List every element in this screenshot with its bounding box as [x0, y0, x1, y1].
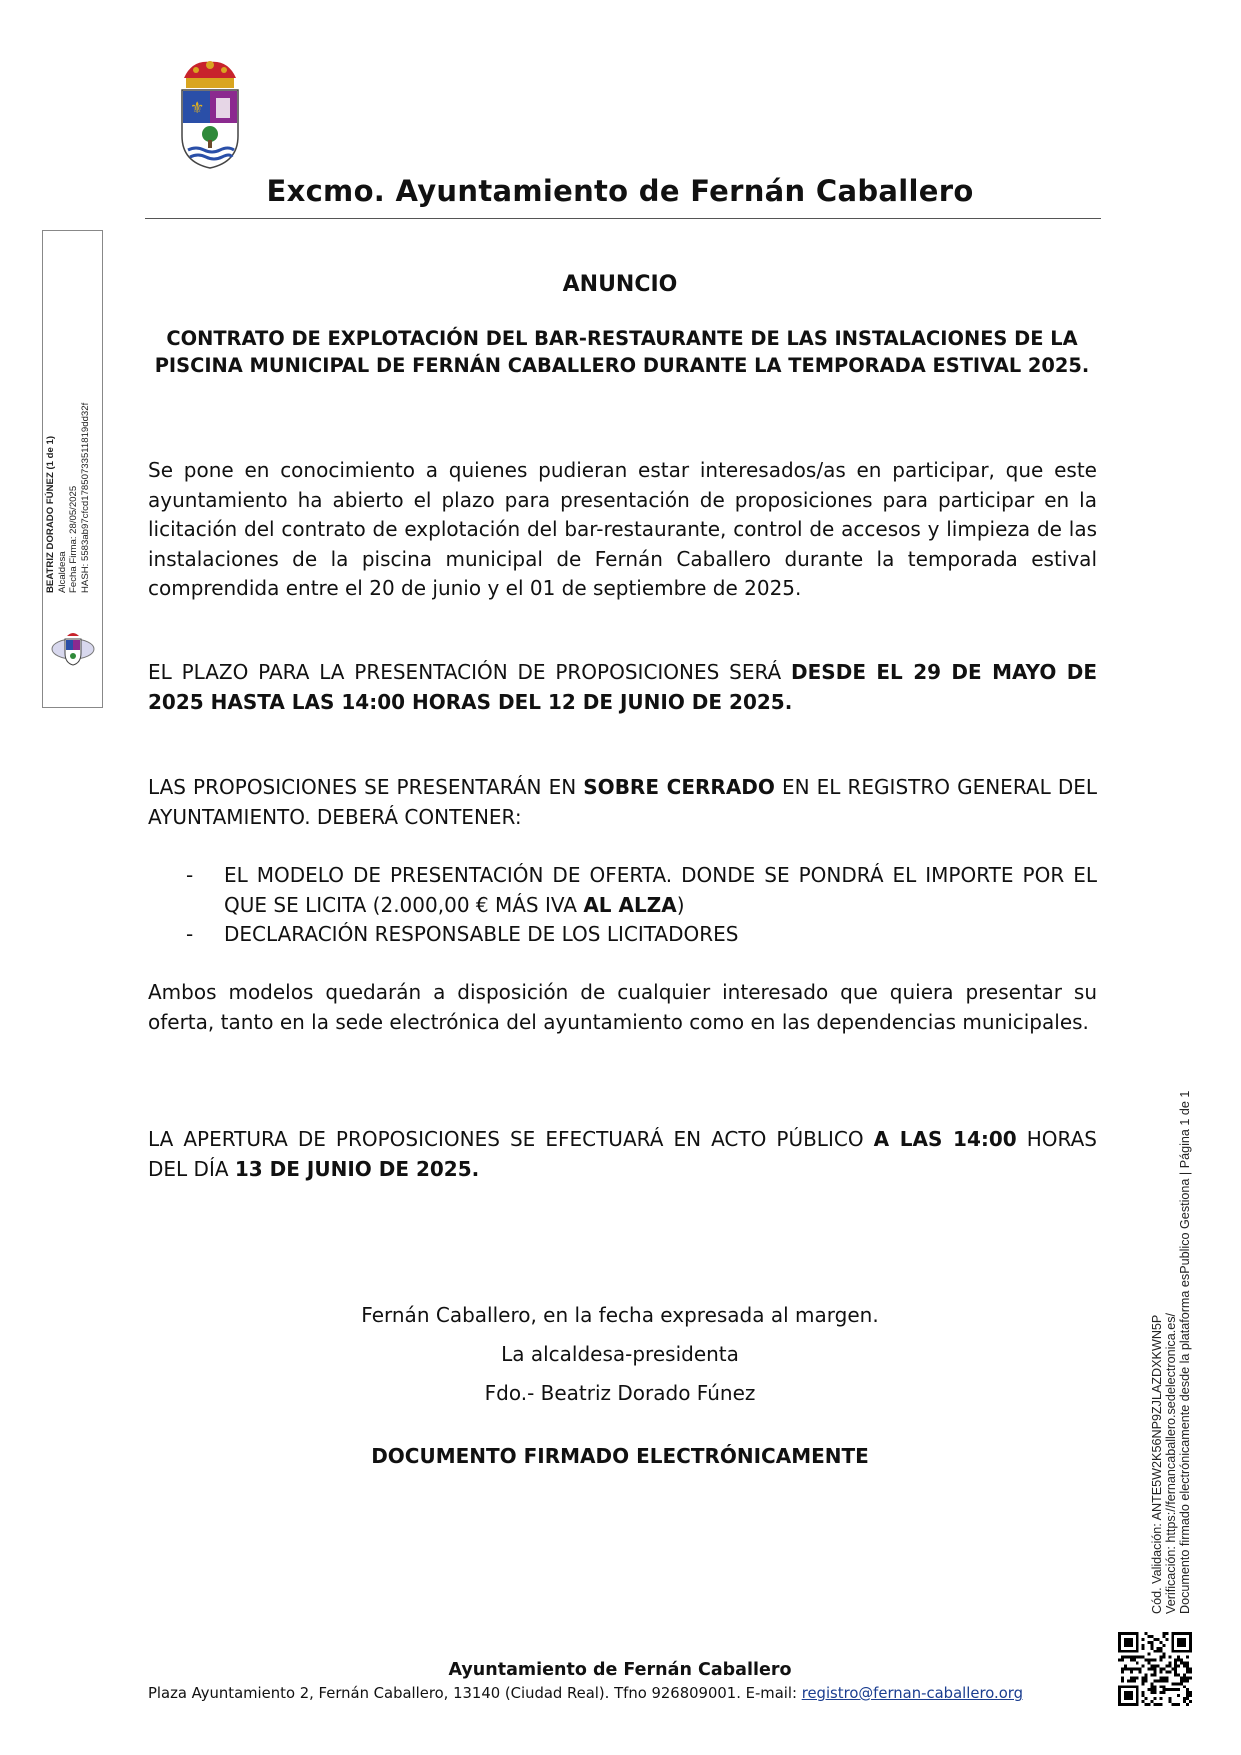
list-item-1-close: )	[676, 892, 685, 917]
footer-email-link[interactable]: registro@fernan-caballero.org	[801, 1685, 1023, 1702]
deadline-text: EL PLAZO PARA LA PRESENTACIÓN DE PROPOSICIONES SERÁ	[148, 660, 792, 684]
svg-text:⚜: ⚜	[190, 98, 205, 117]
document-subtitle: CONTRATO DE EXPLOTACIÓN DEL BAR-RESTAURANTE DE LAS INSTALACIONES DE LA PISCINA MUNICIPAL DE FERNÁN CABALLERO DURANTE LA TEMPORADA ESTIVAL 2025.	[154, 327, 1090, 377]
opening-time: A LAS 14:00	[873, 1127, 1017, 1151]
signature-hash: HASH: 5583ab97cfcd17850733511819dd32f	[79, 402, 91, 593]
paragraph-submission	[148, 773, 1097, 832]
list-item	[186, 861, 1097, 920]
footer-organization: Ayuntamiento de Fernán Caballero	[448, 1660, 792, 1680]
verification-note: Documento firmado electrónicamente desde la plataforma esPublico Gestiona | Página 1 de 1	[1178, 1090, 1193, 1614]
footer-address-text: Plaza Ayuntamiento 2, Fernán Caballero, 13140 (Ciudad Real). Tfno 926809001. E-mail:	[148, 1685, 802, 1702]
deadline-dates: DESDE EL 29 DE MAYO DE 2025 HASTA LAS 14:00 HORAS DEL 12 DE JUNIO DE 2025.	[148, 660, 1097, 714]
footer-address	[148, 1685, 1108, 1702]
signature-seal-icon	[51, 629, 95, 669]
signature-date: Fecha Firma: 28/05/2025	[68, 485, 79, 593]
list-item-2-text: DECLARACIÓN RESPONSABLE DE LOS LICITADORES	[224, 922, 739, 946]
submission-text-a: LAS PROPOSICIONES SE PRESENTARÁN EN	[148, 775, 584, 799]
verification-block	[1150, 1084, 1193, 1614]
closing-role: La alcaldesa-presidenta	[501, 1342, 739, 1366]
list-bullet: -	[186, 922, 194, 946]
closing-place-date: Fernán Caballero, en la fecha expresada al margen.	[361, 1303, 879, 1327]
verification-code: Cód. Validación: ANTE5W2K56NP9ZJLAZDXKWN5P	[1150, 1314, 1164, 1614]
paragraph-deadline	[148, 658, 1097, 717]
organization-heading: Excmo. Ayuntamiento de Fernán Caballero	[266, 174, 974, 208]
coat-of-arms-logo	[172, 58, 248, 172]
list-item-text	[224, 861, 1097, 920]
list-item-1-text: EL MODELO DE PRESENTACIÓN DE OFERTA. DONDE SE PONDRÁ EL IMPORTE POR EL QUE SE LICITA (2.000,00 € MÁS IVA	[224, 863, 1097, 917]
paragraph-availability: Ambos modelos quedarán a disposición de cualquier interesado que quiera presentar su oferta, tanto en la sede electrónica del ayuntamiento como en las dependencias municipales.	[148, 980, 1097, 1034]
paragraph-opening	[148, 1125, 1097, 1184]
signature-stamp-text	[45, 123, 91, 593]
opening-text-a: LA APERTURA DE PROPOSICIONES SE EFECTUARÁ EN ACTO PÚBLICO	[148, 1127, 874, 1151]
submission-text-b: EN EL REGISTRO GENERAL DEL AYUNTAMIENTO. DEBERÁ CONTENER:	[148, 775, 1097, 829]
list-item-1-bold: AL ALZA	[583, 892, 677, 917]
opening-text-b: HORAS DEL DÍA	[148, 1127, 1097, 1181]
list-bullet: -	[186, 863, 194, 887]
signature-stamp	[42, 230, 103, 708]
signature-signer: BEATRIZ DORADO FÚNEZ (1 de 1)	[45, 435, 56, 593]
verification-url[interactable]: Verificación: https://fernancaballero.sedelectronica.es/	[1164, 1312, 1179, 1614]
signed-notice: DOCUMENTO FIRMADO ELECTRÓNICAMENTE	[371, 1444, 869, 1468]
closing-signed-by: Fdo.- Beatriz Dorado Fúnez	[484, 1381, 756, 1405]
list-item	[186, 920, 1097, 950]
qr-code-icon[interactable]	[1118, 1632, 1192, 1706]
document-title: ANUNCIO	[562, 272, 678, 297]
submission-bold: SOBRE CERRADO	[583, 775, 775, 799]
paragraph-intro: Se pone en conocimiento a quienes pudieran estar interesados/as en participar, que este ayuntamiento ha abierto el plazo para presentación de proposiciones para participar en la licitación del contrato de explotación del bar-restaurante, control de accesos y limpieza de las instalaciones de la piscina municipal de Fernán Caballero durante la temporada estival comprendida entre el 20 de junio y el 01 de septiembre de 2025.	[148, 458, 1097, 600]
opening-date: 13 DE JUNIO DE 2025.	[234, 1156, 480, 1181]
header-divider	[145, 218, 1101, 219]
signature-role: Alcaldesa	[56, 551, 68, 593]
